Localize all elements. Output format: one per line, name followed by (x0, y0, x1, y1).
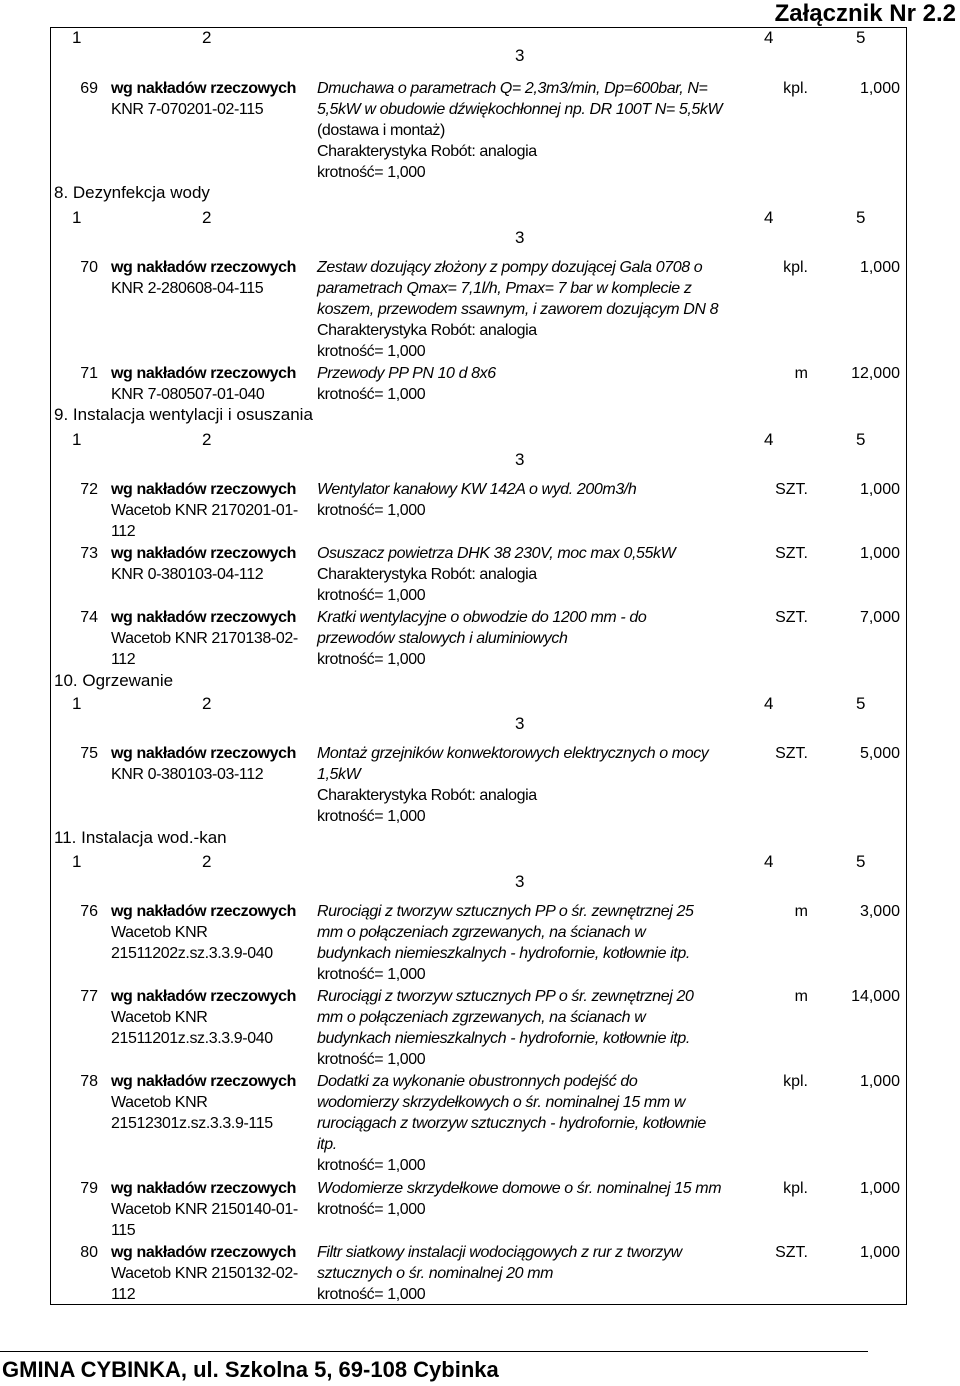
desc-line: (dostawa i montaż) (317, 122, 445, 139)
ref-line: wg nakładów rzeczowych (111, 1244, 297, 1261)
ref-line: KNR 0-380103-04-112 (111, 566, 264, 583)
col-3: 3 (515, 46, 525, 65)
desc-line: Wentylator kanałowy KW 142A o wyd. 200m3/h (317, 481, 637, 498)
item-unit: kpl. (783, 1180, 808, 1197)
col-1: 1 (72, 208, 82, 227)
desc-line: 1,5kW (317, 766, 361, 783)
item-unit: m (794, 988, 808, 1005)
item-number: 76 (80, 903, 98, 920)
item-number: 78 (80, 1073, 98, 1090)
col-1: 1 (72, 852, 82, 871)
ref-line: wg nakładów rzeczowych (111, 259, 297, 276)
item-reference (111, 363, 311, 405)
item-description (317, 257, 727, 362)
item-number: 75 (80, 745, 98, 762)
item-unit: m (794, 365, 808, 382)
ref-line: Wacetob KNR (111, 1094, 208, 1111)
item-unit: kpl. (783, 259, 808, 276)
item-number: 71 (80, 365, 98, 382)
desc-line: Wodomierze skrzydełkowe domowe o śr. nominalnej 15 mm (317, 1180, 722, 1197)
desc-line: wodomierzy skrzydełkowych o śr. nominalnej 15 mm w (317, 1094, 685, 1111)
desc-line: Filtr siatkowy instalacji wodociągowych z rur z tworzyw (317, 1244, 682, 1261)
section-title: 11. Instalacja wod.-kan (54, 828, 227, 847)
section-title: 8. Dezynfekcja wody (54, 183, 210, 202)
desc-line: krotność= 1,000 (317, 1201, 426, 1218)
ref-line: wg nakładów rzeczowych (111, 1073, 297, 1090)
item-unit: SZT. (775, 609, 808, 626)
desc-line: krotność= 1,000 (317, 1051, 426, 1068)
item-description (317, 479, 727, 521)
ref-line: wg nakładów rzeczowych (111, 80, 297, 97)
ref-line: Wacetob KNR 2170201-01- (111, 502, 298, 519)
desc-line: Dmuchawa o parametrach Q= 2,3m3/min, Dp=600bar, N= (317, 80, 708, 97)
item-description (317, 986, 727, 1070)
item-description (317, 363, 727, 405)
col-4: 4 (764, 28, 774, 47)
item-quantity: 1,000 (859, 1180, 900, 1197)
item-description (317, 901, 727, 985)
ref-line: 112 (111, 1286, 136, 1303)
col-5: 5 (856, 208, 866, 227)
item-unit: SZT. (775, 545, 808, 562)
ref-line: wg nakładów rzeczowych (111, 545, 297, 562)
ref-line: KNR 7-080507-01-040 (111, 386, 265, 403)
desc-line: Montaż grzejników konwektorowych elektrycznych o mocy (317, 745, 709, 762)
desc-line: sztucznych o śr. nominalnej 20 mm (317, 1265, 554, 1282)
desc-line: koszem, przewodem ssawnym, i zaworem dozującym DN 8 (317, 301, 719, 318)
ref-line: wg nakładów rzeczowych (111, 481, 297, 498)
item-unit: m (794, 903, 808, 920)
ref-line: Wacetob KNR (111, 924, 208, 941)
item-reference (111, 1242, 311, 1305)
desc-line: Kratki wentylacyjne o obwodzie do 1200 mm - do (317, 609, 647, 626)
ref-line: wg nakładów rzeczowych (111, 745, 297, 762)
item-number: 73 (80, 545, 98, 562)
ref-line: KNR 0-380103-03-112 (111, 766, 264, 783)
item-description (317, 743, 727, 827)
desc-line: 5,5kW w obudowie dźwiękochłonnej np. DR 100T N= 5,5kW (317, 101, 723, 118)
desc-line: Charakterystyka Robót: analogia (317, 322, 537, 339)
col-2: 2 (202, 694, 212, 713)
item-quantity: 1,000 (859, 545, 900, 562)
col-3: 3 (515, 872, 525, 891)
item-quantity: 12,000 (851, 365, 900, 382)
desc-line: krotność= 1,000 (317, 587, 426, 604)
desc-line: przewodów stalowych i aluminiowych (317, 630, 568, 647)
desc-line: krotność= 1,000 (317, 1286, 426, 1303)
ref-line: Wacetob KNR 2150140-01- (111, 1201, 298, 1218)
ref-line: 112 (111, 523, 136, 540)
section-title: 10. Ogrzewanie (54, 671, 174, 690)
desc-line: krotność= 1,000 (317, 1157, 426, 1174)
item-quantity: 1,000 (859, 1073, 900, 1090)
ref-line: KNR 2-280608-04-115 (111, 280, 264, 297)
ref-line: wg nakładów rzeczowych (111, 365, 297, 382)
desc-line: krotność= 1,000 (317, 808, 426, 825)
desc-line: krotność= 1,000 (317, 966, 426, 983)
col-3: 3 (515, 450, 525, 469)
ref-line: 21511202z.sz.3.3.9-040 (111, 945, 273, 962)
item-number: 72 (80, 481, 98, 498)
desc-line: Przewody PP PN 10 d 8x6 (317, 365, 496, 382)
item-description (317, 1242, 727, 1305)
ref-line: wg nakładów rzeczowych (111, 1180, 297, 1197)
desc-line: krotność= 1,000 (317, 164, 426, 181)
desc-line: Charakterystyka Robót: analogia (317, 143, 537, 160)
footer-rule (0, 1351, 868, 1352)
item-description (317, 607, 727, 670)
col-5: 5 (856, 28, 866, 47)
col-5: 5 (856, 694, 866, 713)
col-1: 1 (72, 430, 82, 449)
col-3: 3 (515, 228, 525, 247)
desc-line: Charakterystyka Robót: analogia (317, 787, 537, 804)
item-reference (111, 901, 311, 964)
item-unit: SZT. (775, 745, 808, 762)
ref-line: KNR 7-070201-02-115 (111, 101, 264, 118)
item-number: 77 (80, 988, 98, 1005)
item-number: 80 (80, 1244, 98, 1261)
item-description (317, 543, 727, 606)
col-4: 4 (764, 852, 774, 871)
col-5: 5 (856, 430, 866, 449)
item-quantity: 5,000 (859, 745, 900, 762)
item-quantity: 14,000 (851, 988, 900, 1005)
col-2: 2 (202, 852, 212, 871)
item-quantity: 1,000 (859, 80, 900, 97)
col-5: 5 (856, 852, 866, 871)
desc-line: Osuszacz powietrza DHK 38 230V, moc max 0,55kW (317, 545, 676, 562)
desc-line: krotność= 1,000 (317, 651, 426, 668)
desc-line: budynkach niemieszkalnych - hydrofornie, kotłownie itp. (317, 1030, 690, 1047)
item-reference (111, 607, 311, 670)
item-reference (111, 986, 311, 1049)
ref-line: wg nakładów rzeczowych (111, 609, 297, 626)
item-reference (111, 1178, 311, 1241)
item-unit: SZT. (775, 1244, 808, 1261)
item-reference (111, 1071, 311, 1134)
desc-line: mm o połączeniach zgrzewanych, na ścianach w (317, 924, 646, 941)
item-description (317, 1178, 727, 1220)
item-unit: kpl. (783, 1073, 808, 1090)
item-number: 69 (80, 80, 98, 97)
item-number: 79 (80, 1180, 98, 1197)
ref-line: wg nakładów rzeczowych (111, 903, 297, 920)
item-description (317, 78, 727, 183)
ref-line: Wacetob KNR 2150132-02- (111, 1265, 298, 1282)
item-reference (111, 543, 311, 585)
ref-line: Wacetob KNR 2170138-02- (111, 630, 298, 647)
item-quantity: 7,000 (859, 609, 900, 626)
desc-line: Rurociągi z tworzyw sztucznych PP o śr. zewnętrznej 25 (317, 903, 694, 920)
col-2: 2 (202, 208, 212, 227)
item-reference (111, 479, 311, 542)
ref-line: wg nakładów rzeczowych (111, 988, 297, 1005)
desc-line: Rurociągi z tworzyw sztucznych PP o śr. zewnętrznej 20 (317, 988, 694, 1005)
ref-line: 21512301z.sz.3.3.9-115 (111, 1115, 273, 1132)
col-1: 1 (72, 28, 82, 47)
item-unit: SZT. (775, 481, 808, 498)
document-title: Załącznik Nr 2.2 (774, 0, 956, 27)
desc-line: budynkach niemieszkalnych - hydrofornie, kotłownie itp. (317, 945, 690, 962)
col-3: 3 (515, 714, 525, 733)
item-quantity: 1,000 (859, 259, 900, 276)
desc-line: Charakterystyka Robót: analogia (317, 566, 537, 583)
desc-line: Zestaw dozujący złożony z pompy dozującej Gala 0708 o (317, 259, 703, 276)
item-reference (111, 743, 311, 785)
item-description (317, 1071, 727, 1176)
col-2: 2 (202, 28, 212, 47)
item-number: 74 (80, 609, 98, 626)
col-4: 4 (764, 208, 774, 227)
desc-line: itp. (317, 1136, 337, 1153)
col-2: 2 (202, 430, 212, 449)
desc-line: mm o połączeniach zgrzewanych, na ścianach w (317, 1009, 646, 1026)
footer-address: GMINA CYBINKA, ul. Szkolna 5, 69-108 Cybinka (2, 1357, 499, 1382)
item-reference (111, 78, 311, 120)
col-4: 4 (764, 430, 774, 449)
item-number: 70 (80, 259, 98, 276)
desc-line: rurociągach z tworzyw sztucznych - hydrofornie, kotłownie (317, 1115, 706, 1132)
section-title: 9. Instalacja wentylacji i osuszania (54, 405, 313, 424)
item-quantity: 1,000 (859, 1244, 900, 1261)
desc-line: krotność= 1,000 (317, 386, 426, 403)
ref-line: 21511201z.sz.3.3.9-040 (111, 1030, 273, 1047)
desc-line: Dodatki za wykonanie obustronnych podejść do (317, 1073, 638, 1090)
ref-line: 115 (111, 1222, 136, 1239)
desc-line: krotność= 1,000 (317, 343, 426, 360)
item-quantity: 3,000 (859, 903, 900, 920)
ref-line: Wacetob KNR (111, 1009, 208, 1026)
col-4: 4 (764, 694, 774, 713)
desc-line: krotność= 1,000 (317, 502, 426, 519)
item-quantity: 1,000 (859, 481, 900, 498)
item-reference (111, 257, 311, 299)
item-unit: kpl. (783, 80, 808, 97)
desc-line: parametrach Qmax= 7,1l/h, Pmax= 7 bar w komplecie z (317, 280, 692, 297)
ref-line: 112 (111, 651, 136, 668)
col-1: 1 (72, 694, 82, 713)
